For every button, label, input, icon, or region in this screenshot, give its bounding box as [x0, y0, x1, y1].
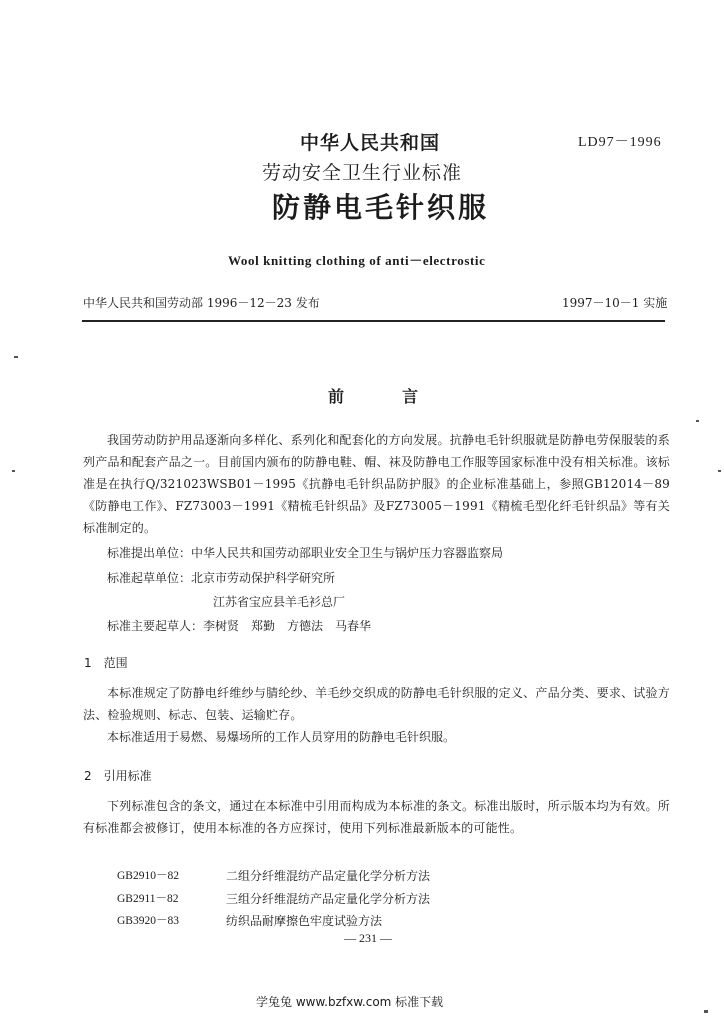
drafter-line-2: 江苏省宝应县羊毛衫总厂	[213, 595, 346, 609]
section-2-paragraph: 下列标准包含的条文，通过在本标准中引用而构成为本标准的条文。标准出版时，所示版本均为有效。所有标准都会被修订，使用本标准的各方应探讨，使用下列标准最新版本的可能性。	[83, 799, 670, 835]
header-divider	[82, 320, 665, 322]
standard-code: LD97－1996	[578, 135, 662, 150]
standard-category: 劳动安全卫生行业标准	[262, 162, 463, 184]
foreword-heading-right: 言	[402, 387, 419, 406]
reference-title: 纺织品耐摩擦色牢度试验方法	[226, 914, 383, 928]
scan-speck	[704, 1010, 708, 1013]
watermark-footer: 学兔兔 www.bzfxw.com 标准下载	[256, 995, 444, 1009]
reference-code: GB2910－82	[117, 870, 179, 882]
reference-code: GB3920－83	[117, 915, 179, 927]
effective-date: 1997－10－1 实施	[562, 296, 668, 310]
publication-date: 中华人民共和国劳动部 1996－12－23 发布	[83, 296, 320, 310]
drafter-line: 标准起草单位：北京市劳动保护科学研究所	[107, 571, 336, 585]
document-title: 防静电毛针织服	[272, 191, 490, 224]
scan-speck	[696, 420, 699, 422]
proposer-line: 标准提出单位：中华人民共和国劳动部职业安全卫生与锅炉压力容器监察局	[107, 546, 504, 560]
standard-country: 中华人民共和国	[300, 132, 441, 154]
authors-line: 标准主要起草人：李树贤 郑勤 方德法 马春华	[107, 619, 372, 633]
foreword-heading-left: 前	[328, 387, 345, 406]
reference-title: 二组分纤维混纺产品定量化学分析方法	[226, 869, 431, 883]
section-1-paragraph-1: 本标准规定了防静电纤维纱与腈纶纱、羊毛纱交织成的防静电毛针织服的定义、产品分类、要求、试验方法、检验规则、标志、包装、运输贮存。	[83, 686, 670, 722]
section-2-heading: 2 引用标准	[84, 769, 152, 783]
reference-code: GB2911－82	[117, 893, 179, 905]
foreword-paragraph: 我国劳动防护用品逐渐向多样化、系列化和配套化的方向发展。抗静电毛针织服就是防静电劳保服装的系列产品和配套产品之一。目前国内颁布的防静电鞋、帽、袜及防静电工作服等国家标准中没有相关标准。该标准是在执行Q/321023WSB01－1995《抗静电毛针织品防护服》的企业标准基础上，参照GB12014－89《防静电工作》、FZ73003－1991《精梳毛针织品》及FZ73005－1991《精梳毛型化纤毛针织品》等有关标准制定的。	[83, 433, 670, 535]
scan-speck	[718, 470, 721, 472]
english-title: Wool knitting clothing of anti－electrostic	[228, 253, 486, 268]
scan-speck	[14, 356, 18, 358]
scan-speck	[12, 470, 15, 472]
foreword-heading	[328, 384, 418, 407]
section-1-heading: 1 范围	[84, 656, 128, 670]
page-number: — 231 —	[344, 931, 392, 945]
section-1-paragraph-2: 本标准适用于易燃、易爆场所的工作人员穿用的防静电毛针织服。	[107, 730, 456, 744]
reference-title: 三组分纤维混纺产品定量化学分析方法	[226, 892, 431, 906]
